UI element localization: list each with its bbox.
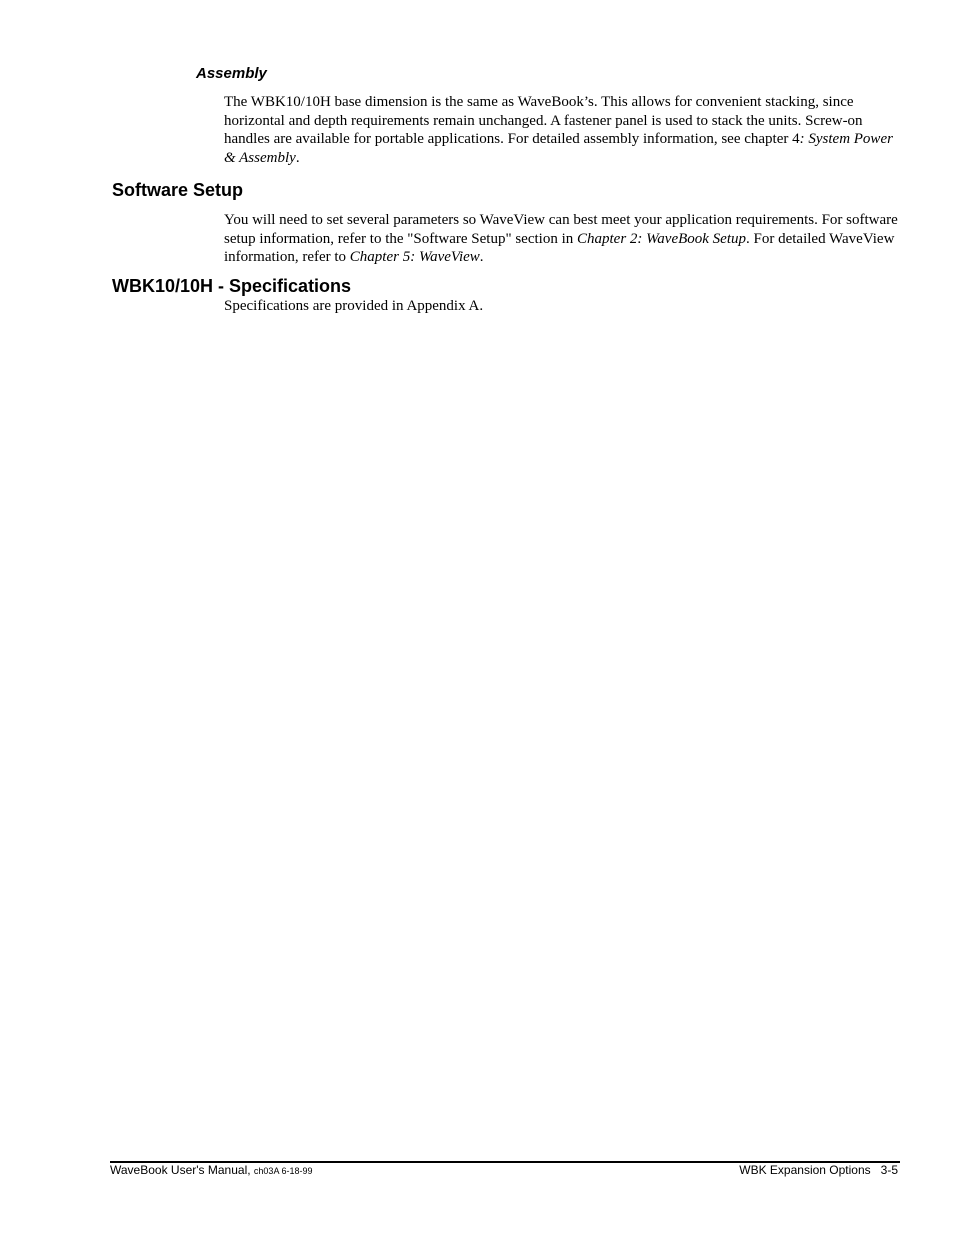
software-setup-text-end: .: [479, 249, 484, 265]
footer-section-title: WBK Expansion Options: [739, 1163, 871, 1177]
software-setup-chapter5-ref: Chapter 5: WaveView: [349, 249, 480, 265]
assembly-heading: Assembly: [196, 65, 267, 82]
assembly-text-end: .: [295, 149, 300, 166]
footer-section-info: [739, 1163, 898, 1177]
footer-manual-info: [110, 1163, 312, 1177]
software-setup-text-mid: . For detailed WaveView information, refer to: [224, 230, 895, 265]
software-setup-paragraph: [224, 211, 900, 267]
footer-manual-title: WaveBook User's Manual,: [110, 1163, 251, 1177]
assembly-text: The WBK10/10H base dimension is the same as WaveBook’s. This allows for convenient stacking, since horizontal and depth requirements remain unchanged. A fastener panel is used to stack the units. Screw-on handles are available for portable applications. For detailed assembly information, see chapter 4: [224, 94, 863, 147]
software-setup-heading: Software Setup: [112, 180, 244, 200]
footer-version: ch03A 6-18-99: [253, 1166, 313, 1176]
specifications-heading: WBK10/10H - Specifications: [112, 276, 352, 296]
footer-page-number: 3-5: [880, 1163, 898, 1177]
assembly-chapter-ref: : System Power & Assembly: [224, 131, 893, 166]
software-setup-chapter2-ref: Chapter 2: WaveBook Setup: [577, 230, 746, 247]
assembly-paragraph: [224, 93, 900, 167]
specifications-paragraph: Specifications are provided in Appendix A.: [224, 298, 484, 314]
software-setup-text: You will need to set several parameters so WaveView can best meet your application requirements. For software setup information, refer to the "Software Setup" section in: [224, 212, 898, 247]
